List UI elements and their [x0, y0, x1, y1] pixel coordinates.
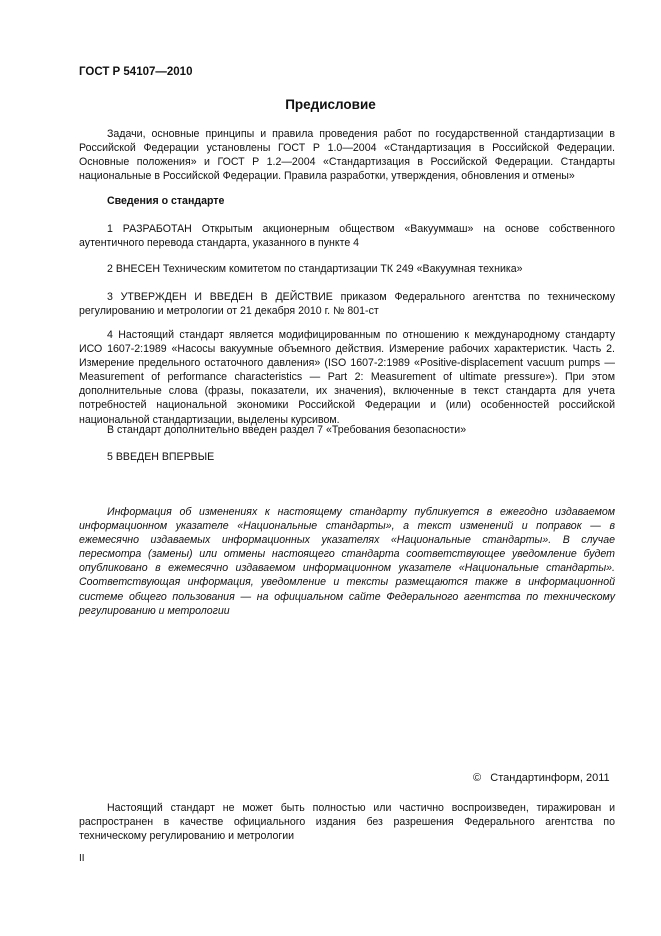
item-developed: 1 РАЗРАБОТАН Открытым акционерным обществом «Вакууммаш» на основе собственного аутентичного перевода стандарта, указанного в пункте 4 [79, 223, 615, 250]
item-approved: 3 УТВЕРЖДЕН И ВВЕДЕН В ДЕЙСТВИЕ приказом Федерального агентства по техническому регулированию и метрологии от 21 декабря 2010 г. № 801-ст [79, 291, 615, 318]
page-title: Предисловие [285, 97, 376, 112]
copyright-line: © Стандартинформ, 2011 [473, 772, 610, 784]
standard-info-heading: Сведения о стандарте [107, 195, 225, 207]
rights-notice: Настоящий стандарт не может быть полностью или частично воспроизведен, тиражирован и распространен в качестве официального издания без разрешения Федерального агентства по техническому регулированию и метрологии [79, 802, 615, 843]
item-first-introduced: 5 ВВЕДЕН ВПЕРВЫЕ [107, 451, 215, 463]
change-notice-paragraph: Информация об изменениях к настоящему стандарту публикуется в ежегодно издаваемом информационном указателе «Национальные стандарты», а текст изменений и поправок — в ежемесячно издаваемых информационных указателях «Национальные стандарты». В случае пересмотра (замены) или отмены настоящего стандарта соответствующее уведомление будет опубликовано в ежемесячно издаваемом информационном указателе «Национальные стандарты». Соответствующая информация, уведомление и тексты размещаются также в информационной системе общего пользования — на официальном сайте Федерального агентства по техническому регулированию и метрологии [79, 506, 615, 617]
document-code-header: ГОСТ Р 54107—2010 [79, 66, 193, 78]
item-submitted: 2 ВНЕСЕН Техническим комитетом по стандартизации ТК 249 «Вакуумная техника» [107, 263, 523, 275]
intro-paragraph: Задачи, основные принципы и правила проведения работ по государственной стандартизации в Российской Федерации установлены ГОСТ Р 1.0—2004 «Стандартизация в Российской Федерации. Основные положения» и ГОСТ Р 1.2—2004 «Стандартизация в Российской Федерации. Стандарты национальные в Российской Федерации. Правила разработки, утверждения, обновления и отмены» [79, 128, 615, 183]
item-additional-section: В стандарт дополнительно введен раздел 7 «Требования безопасности» [107, 424, 467, 436]
item-modified: 4 Настоящий стандарт является модифицированным по отношению к международному стандарту ИСО 1607-2:1989 «Насосы вакуумные объемного действия. Измерение рабочих характеристик. Часть 2. Измерение предельного остаточного давления» (ISO 1607-2:1989 «Positive-displacement vacuum pumps — Measurement of performance characteristics — Part 2: Measurement of ultimate pressure»). При этом дополнительные слова (фразы, показатели, их значения), включенные в текст стандарта для учета потребностей национальной экономики Российской Федерации и (или) особенностей российской национальной стандартизации, выделены курсивом. [79, 329, 615, 426]
page-number: II [79, 853, 85, 864]
